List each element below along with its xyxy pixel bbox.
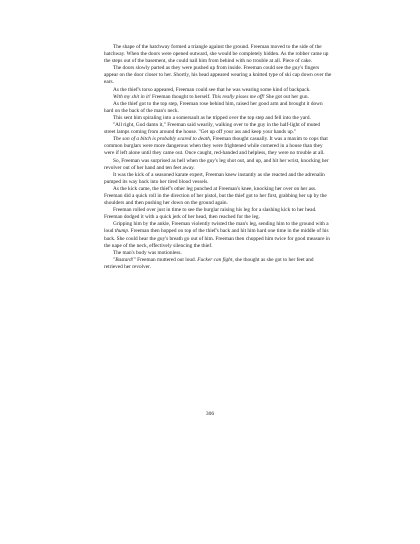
text-run: The man's body was motionless. <box>113 249 182 256</box>
text-run: Freeman thought to herself. <box>150 93 212 100</box>
paragraph <box>104 158 332 172</box>
text-run: Freeman muttered out loud. <box>135 256 198 263</box>
text-run: The shape of the hatchway formed a triangle against the ground. Freeman moved to the side of the hatchway. When the doors were opened outward, she would be completely hidden. As the robber came up the steps out of the basement, she could nail him from behind with no trouble at all. Piece of cake. <box>104 44 329 65</box>
text-run: Gripping him by the ankle, Freeman violently twisted the man's leg, sending him to the ground with a loud <box>104 221 329 235</box>
text-run: It was the kick of a seasoned karate expert, Freeman knew instantly as she reacted and the adrenalin pumped its way back into her tired blood vessels. <box>104 171 325 185</box>
italic-text: Fucker can fight <box>197 256 233 263</box>
page-number: 306 <box>205 411 215 417</box>
paragraph <box>104 65 332 86</box>
text-run: Freeman thought casually. It was a maxim to cops that common burglars were more dangerous when they were frightened while cornered in a house than they were if left alone until they came out. Once caught, red-handed and helpless, they were no trouble at all. <box>104 136 328 157</box>
italic-text: With my shit in it! <box>113 93 151 100</box>
paragraph <box>104 207 332 221</box>
italic-text: thump <box>114 228 128 235</box>
body-text <box>104 44 332 271</box>
text-run: . Freeman then hopped on top of the thief's back and hit him hard one time in the middle of his back. She could hear the guy's breath go out of him. Freeman then chopped him twice for good measure in the nape of the neck, effectively silencing the thief. <box>104 228 330 249</box>
paragraph <box>104 250 332 257</box>
text-run: "All right, God damn it," Freeman said wearily, walking over to the guy in the half-light of muted street lamps coming from around the house. "Get up off your ass and keep your hands up." <box>104 122 320 136</box>
italic-text: This really pisses me off! <box>211 93 265 100</box>
italic-text: The son of a bitch is probably scared to death, <box>113 136 212 143</box>
text-run: , she thought as she got to her feet and retrieved her revolver. <box>104 256 314 270</box>
text-run: So, Freeman was surprised as hell when the guy's leg shot out, and up, and hit her wrist, knocking her revolver out of her hand and ten feet away. <box>104 157 329 171</box>
paragraph <box>104 101 332 115</box>
text-run: The doors slowly parted as they were pushed up from inside. Freeman could see the guy's fingers appear on the door closer to her. Shortly, his head appeared wearing a knitted type of ski cap down over the ears. <box>104 65 332 86</box>
text-run: She got out her gun. <box>264 93 309 100</box>
paragraph <box>104 94 332 101</box>
text-run: As the kick came, the thief's other leg punched at Freeman's knee, knocking her over on her ass. Freeman did a quick roll in the direction of her pistol, but the thief got to her first, grabbing her up by the shoulders and then pushing her down on the ground again. <box>104 185 327 207</box>
italic-text: "Bastard!" <box>113 256 136 263</box>
text-run: This sent him spiraling into a somersault as he tripped over the top step and fell into the yard. <box>113 114 311 121</box>
paragraph <box>104 122 332 136</box>
paragraph <box>104 257 332 271</box>
paragraph <box>104 115 332 122</box>
paragraph <box>104 44 332 65</box>
text-run: As the thief's torso appeared, Freeman could see that he was wearing some kind of backpack. <box>113 86 311 93</box>
paragraph <box>104 221 332 249</box>
text-run: As the thief got to the top step, Freeman rose behind him, raised her good arm and brought it down hard on the back of the man's neck. <box>104 100 323 114</box>
text-run: Freeman rolled over just in time to see the burglar raising his leg for a slashing kick to her head. Freeman dodged it with a quick jerk of her head, then reached for the leg. <box>104 207 317 221</box>
paragraph <box>104 87 332 94</box>
paragraph <box>104 136 332 157</box>
paragraph <box>104 172 332 186</box>
paragraph <box>104 186 332 207</box>
